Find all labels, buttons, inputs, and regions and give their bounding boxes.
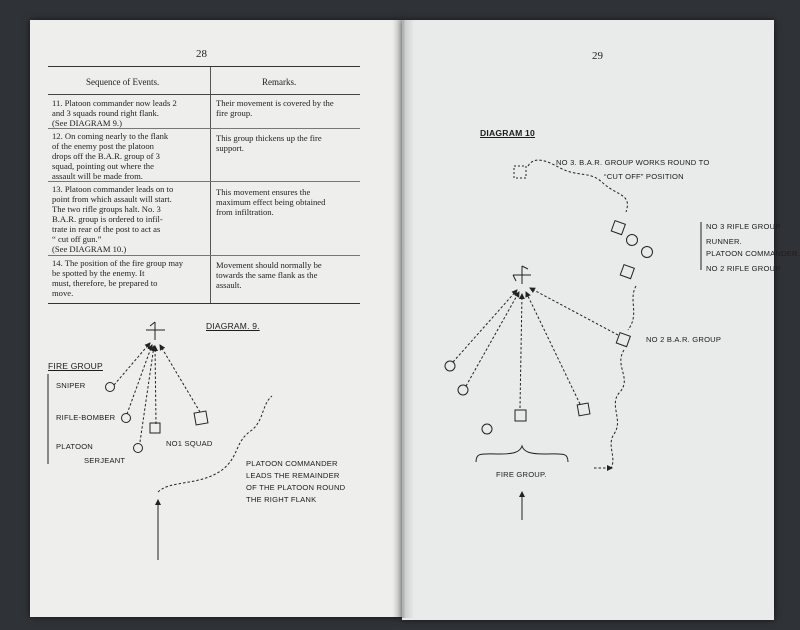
d10-fire-group-label: FIRE GROUP. — [496, 470, 547, 479]
header-sequence: Sequence of Events. — [86, 77, 160, 87]
event-14-line: be spotted by the enemy. It — [52, 268, 145, 278]
d9-arrow-sniper — [114, 343, 150, 385]
d10-bar3-label: NO 3. B.A.R. GROUP WORKS ROUND TO — [556, 158, 710, 167]
event-11-line: and 3 squads round right flank. — [52, 108, 159, 118]
d10-square-marker — [577, 403, 590, 416]
diagram10-title: DIAGRAM 10 — [480, 128, 536, 138]
d10-bar3-marker — [514, 166, 526, 178]
remark-11-line: Their movement is covered by the — [216, 98, 334, 108]
d9-rifle-bomber-marker — [122, 414, 131, 423]
d10-bar2-marker — [616, 333, 630, 347]
d10-arrow-5 — [530, 288, 618, 335]
d9-no1-squad-label: NO1 SQUAD — [166, 439, 213, 448]
d9-fire-group-label: FIRE GROUP — [48, 361, 103, 371]
d9-sniper-label: SNIPER — [56, 381, 86, 390]
event-13-line: B.A.R. group is ordered to infil- — [52, 214, 163, 224]
d10-circle-marker — [482, 424, 492, 434]
d9-serjeant-label: SERJEANT — [84, 456, 126, 465]
d10-platoon-commander-label: PLATOON COMMANDER. — [706, 249, 800, 258]
page-number-left: 28 — [196, 48, 207, 60]
event-14-line: 14. The position of the fire group may — [52, 258, 184, 268]
remark-12-line: support. — [216, 143, 244, 153]
event-13-line: trate in rear of the post to act as — [52, 224, 161, 234]
d10-fire-group-brace — [476, 446, 568, 462]
d10-rifle3-label: NO 3 RIFLE GROUP — [706, 222, 781, 231]
remark-13-line: from infiltration. — [216, 207, 274, 217]
d10-arrow-1 — [453, 290, 517, 362]
d9-square-marker — [194, 411, 208, 425]
event-12-line: 12. On coming nearly to the flank — [52, 131, 169, 141]
d9-serjeant-marker — [134, 444, 143, 453]
remark-13-line: maximum effect being obtained — [216, 197, 326, 207]
d10-circle-marker — [458, 385, 468, 395]
d10-rifle2-marker — [620, 265, 634, 279]
d10-infiltration-route — [528, 160, 636, 470]
remark-14-line: Movement should normally be — [216, 260, 322, 270]
d9-note-line: LEADS THE REMAINDER — [246, 471, 340, 480]
d10-runner-label: RUNNER. — [706, 237, 742, 246]
event-11-line: 11. Platoon commander now leads 2 — [52, 98, 177, 108]
d9-note-line: THE RIGHT FLANK — [246, 495, 317, 504]
diagram9-title: DIAGRAM. 9. — [206, 321, 260, 331]
d10-arrow-4 — [526, 292, 580, 404]
d9-platoon-label: PLATOON — [56, 442, 93, 451]
remark-13-line: This movement ensures the — [216, 187, 311, 197]
d10-rifle2-label: NO 2 RIFLE GROUP — [706, 264, 781, 273]
remark-12-line: This group thickens up the fire — [216, 133, 322, 143]
remark-14-line: towards the same flank as the — [216, 270, 318, 280]
d9-note-line: OF THE PLATOON ROUND — [246, 483, 346, 492]
remark-11-line: fire group. — [216, 108, 253, 118]
event-11-line: (See DIAGRAM 9.) — [52, 118, 122, 128]
event-13-line: 13. Platoon commander leads on to — [52, 184, 174, 194]
event-12-line: drops off the B.A.R. group of 3 — [52, 151, 160, 161]
d9-arrow-squad — [155, 346, 156, 424]
d10-cut-off-label: “CUT OFF” POSITION — [604, 172, 684, 181]
d10-arrow-3 — [520, 294, 522, 408]
d9-arrow-square — [160, 345, 200, 412]
d10-arrow-2 — [466, 292, 519, 386]
d10-commander-marker — [642, 247, 653, 258]
diagram10-enemy-post-icon — [513, 266, 531, 284]
event-14-line: must, therefore, be prepared to — [52, 278, 158, 288]
remark-14-line: assault. — [216, 280, 242, 290]
event-13-line: point from which assault will start. — [52, 194, 172, 204]
event-13-line: (See DIAGRAM 10.) — [52, 244, 127, 254]
event-13-line: “ cut off gun.” — [52, 234, 102, 244]
event-13-line: The two rifle groups halt. No. 3 — [52, 204, 161, 214]
page-number-right: 29 — [592, 50, 603, 62]
d9-arrow-serjeant — [140, 346, 154, 442]
d10-bar2-label: NO 2 B.A.R. GROUP — [646, 335, 722, 344]
d10-runner-marker — [627, 235, 638, 246]
d9-squad-marker — [150, 423, 160, 433]
d9-rifle-bomber-label: RIFLE-BOMBER — [56, 413, 116, 422]
d9-sniper-marker — [106, 383, 115, 392]
event-14-line: move. — [52, 288, 74, 298]
header-remarks: Remarks. — [262, 77, 297, 87]
d10-circle-marker — [445, 361, 455, 371]
event-12-line: of the enemy post the platoon — [52, 141, 154, 151]
d10-rifle3-marker — [611, 221, 625, 235]
d9-note-line: PLATOON COMMANDER — [246, 459, 338, 468]
diagram9-enemy-post-icon — [146, 322, 165, 340]
d9-arrow-rifle-bomber — [127, 345, 152, 414]
event-12-line: squad, pointing out where the — [52, 161, 154, 171]
d10-square-marker — [515, 410, 526, 421]
event-12-line: assault will be made from. — [52, 171, 143, 181]
